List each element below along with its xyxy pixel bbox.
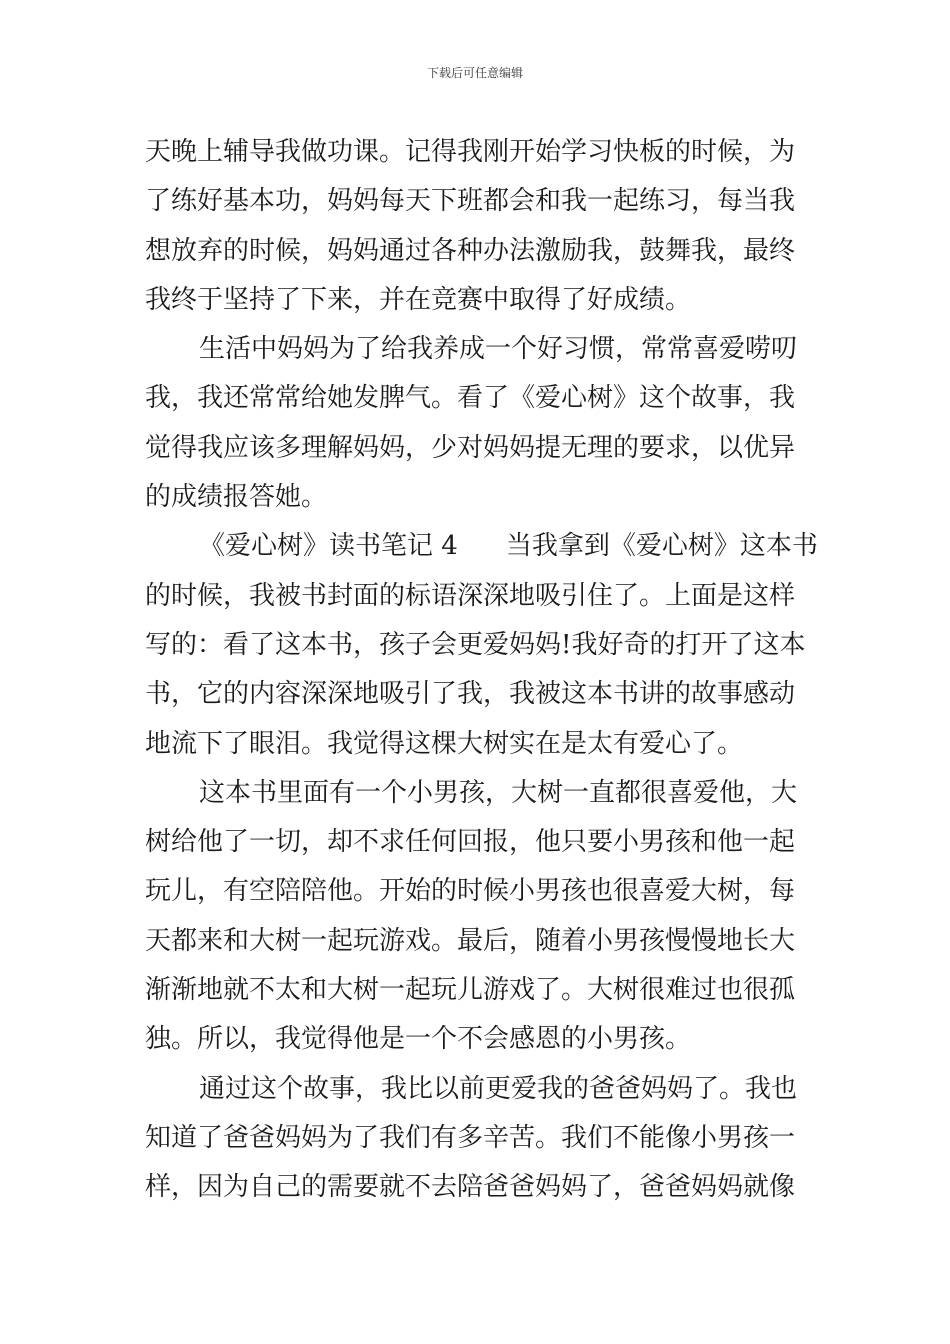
document-body bbox=[145, 128, 818, 1213]
section-heading-line bbox=[145, 522, 818, 571]
text-line: 我，我还常常给她发脾气。看了《爱心树》这个故事，我 bbox=[145, 383, 796, 414]
text-line: 觉得我应该多理解妈妈，少对妈妈提无理的要求，以优异 bbox=[145, 432, 796, 463]
text-line: 天晚上辅导我做功课。记得我刚开始学习快板的时候，为 bbox=[145, 137, 796, 167]
paragraph-first-line: 生活中妈妈为了给我养成一个好习惯，常常喜爱唠叨 bbox=[199, 334, 798, 365]
text-line: 的成绩报答她。 bbox=[145, 482, 328, 513]
text-line: 知道了爸爸妈妈为了我们有多辛苦。我们不能像小男孩一 bbox=[145, 1122, 796, 1153]
text-line: 树给他了一切，却不求任何回报，他只要小男孩和他一起 bbox=[145, 827, 796, 858]
text-line: 了练好基本功，妈妈每天下班都会和我一起练习，每当我 bbox=[145, 186, 796, 217]
text-line: 地流下了眼泪。我觉得这棵大树实在是太有爱心了。 bbox=[145, 728, 744, 759]
text-line: 独。所以，我觉得他是一个不会感恩的小男孩。 bbox=[145, 1024, 692, 1055]
paragraph-start: 当我拿到《爱心树》这本书 bbox=[505, 531, 818, 562]
text-line: 的时候，我被书封面的标语深深地吸引住了。上面是这样 bbox=[145, 580, 796, 611]
text-line: 样，因为自己的需要就不去陪爸爸妈妈了，爸爸妈妈就像 bbox=[145, 1172, 796, 1203]
paragraph-first-line: 通过这个故事，我比以前更爱我的爸爸妈妈了。我也 bbox=[199, 1073, 798, 1104]
text-line: 我终于坚持了下来，并在竞赛中取得了好成绩。 bbox=[145, 284, 692, 315]
paragraph-first-line: 这本书里面有一个小男孩，大树一直都很喜爱他，大 bbox=[199, 777, 798, 808]
page-header: 下载后可任意编辑 bbox=[426, 66, 523, 80]
text-line: 书，它的内容深深地吸引了我，我被这本书讲的故事感动 bbox=[145, 679, 796, 710]
text-line: 天都来和大树一起玩游戏。最后，随着小男孩慢慢地长大 bbox=[145, 925, 796, 956]
text-line: 玩儿，有空陪陪他。开始的时候小男孩也很喜爱大树，每 bbox=[145, 876, 796, 907]
section-heading: 《爱心树》读书笔记 4 bbox=[199, 531, 458, 562]
text-line: 渐渐地就不太和大树一起玩儿游戏了。大树很难过也很孤 bbox=[145, 975, 796, 1006]
text-line: 写的：看了这本书，孩子会更爱妈妈!我好奇的打开了这本 bbox=[145, 629, 806, 660]
text-line: 想放弃的时候，妈妈通过各种办法激励我，鼓舞我，最终 bbox=[145, 235, 796, 266]
